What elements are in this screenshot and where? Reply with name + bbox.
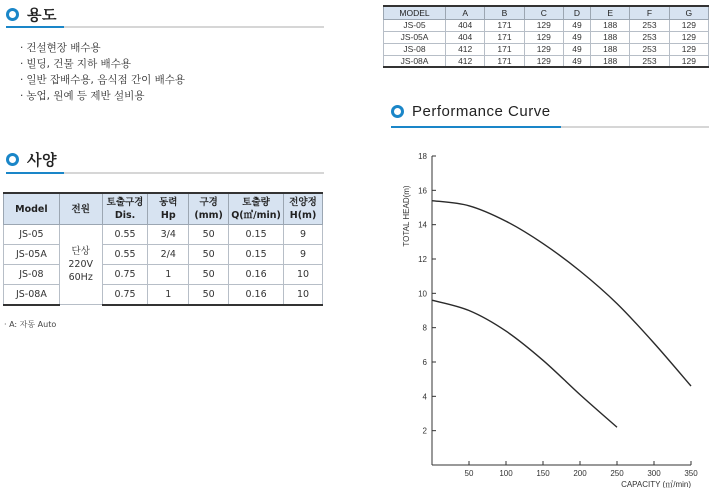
x-tick-label: 100 — [499, 469, 513, 478]
x-tick-label: 250 — [610, 469, 624, 478]
dim-cell: 404 — [446, 19, 485, 31]
spec-hp: 2/4 — [148, 245, 189, 265]
dim-cell: 171 — [485, 19, 524, 31]
spec-header: 토출구경 Dis. — [102, 193, 148, 225]
dim-cell: 412 — [446, 43, 485, 55]
table-row — [384, 31, 709, 43]
table-row — [4, 225, 323, 245]
dim-cell: 171 — [485, 43, 524, 55]
dim-header: C — [524, 6, 563, 19]
dim-cell: 129 — [669, 31, 708, 43]
dim-cell: 171 — [485, 55, 524, 67]
spec-h: 9 — [284, 225, 323, 245]
spec-bore: 50 — [189, 285, 229, 305]
dim-header: MODEL — [384, 6, 446, 19]
y-tick-label: 12 — [418, 255, 427, 264]
usage-heading — [6, 4, 57, 25]
x-tick-label: 200 — [573, 469, 587, 478]
spec-bore: 50 — [189, 225, 229, 245]
spec-header: 동력 Hp — [148, 193, 189, 225]
performance-curve-2 — [432, 300, 617, 427]
bullet-circle-icon — [6, 153, 19, 166]
table-row — [384, 43, 709, 55]
dim-cell: JS-08 — [384, 43, 446, 55]
spec-note: · A: 자동 Auto — [4, 320, 57, 329]
dim-cell: 129 — [669, 43, 708, 55]
bullet-circle-icon — [391, 105, 404, 118]
dim-cell: 129 — [669, 55, 708, 67]
performance-heading — [391, 103, 551, 120]
spec-model: JS-05 — [4, 225, 60, 245]
spec-bore: 50 — [189, 265, 229, 285]
spec-header: 구경 (mm) — [189, 193, 229, 225]
dim-cell: 253 — [630, 55, 669, 67]
dim-cell: 129 — [669, 19, 708, 31]
chart-axes — [432, 156, 691, 465]
x-tick-label: 50 — [464, 469, 474, 478]
y-tick-label: 4 — [422, 392, 427, 402]
dim-cell: 253 — [630, 43, 669, 55]
y-tick-label: 18 — [418, 152, 427, 161]
dim-cell: 49 — [563, 19, 590, 31]
spec-power: 단상 220V 60Hz — [59, 225, 102, 305]
usage-item: · 빌딩, 건물 지하 배수용 — [20, 56, 185, 72]
x-tick-label: 350 — [684, 469, 698, 478]
spec-h: 10 — [284, 285, 323, 305]
y-axis-label: TOTAL HEAD(m) — [402, 185, 411, 247]
table-row — [4, 285, 323, 305]
spec-hp: 3/4 — [148, 225, 189, 245]
dim-cell: 253 — [630, 31, 669, 43]
table-row — [4, 245, 323, 265]
dim-cell: 171 — [485, 31, 524, 43]
dim-header: D — [563, 6, 590, 19]
dim-cell: 129 — [524, 43, 563, 55]
dim-cell: JS-05A — [384, 31, 446, 43]
spec-table — [3, 192, 323, 306]
usage-rule — [6, 26, 324, 28]
performance-chart — [395, 148, 705, 488]
spec-dis: 0.75 — [102, 285, 148, 305]
x-tick-label: 300 — [647, 469, 661, 478]
chart-ticks — [418, 152, 698, 478]
spec-title: 사양 — [27, 151, 57, 169]
performance-curve-1 — [432, 201, 691, 386]
dim-cell: 129 — [524, 19, 563, 31]
spec-h: 10 — [284, 265, 323, 285]
table-row — [4, 265, 323, 285]
spec-header: 전원 — [59, 193, 102, 225]
usage-list — [20, 40, 185, 104]
y-tick-label: 8 — [422, 323, 427, 333]
spec-q: 0.16 — [229, 265, 284, 285]
dim-header: F — [630, 6, 669, 19]
x-tick-label: 150 — [536, 469, 550, 478]
spec-h: 9 — [284, 245, 323, 265]
usage-item: · 농업, 원예 등 제반 설비용 — [20, 88, 185, 104]
dim-cell: 404 — [446, 31, 485, 43]
spec-model: JS-08A — [4, 285, 60, 305]
spec-q: 0.15 — [229, 245, 284, 265]
dim-header: A — [446, 6, 485, 19]
dim-cell: 49 — [563, 55, 590, 67]
spec-header: Model — [4, 193, 60, 225]
chart-lines — [432, 201, 691, 428]
dim-cell: JS-08A — [384, 55, 446, 67]
dim-cell: JS-05 — [384, 19, 446, 31]
dim-cell: 188 — [591, 55, 630, 67]
spec-dis: 0.75 — [102, 265, 148, 285]
dim-cell: 188 — [591, 19, 630, 31]
dim-cell: 188 — [591, 43, 630, 55]
dim-cell: 253 — [630, 19, 669, 31]
dim-cell: 49 — [563, 43, 590, 55]
spec-hp: 1 — [148, 265, 189, 285]
usage-item: · 건설현장 배수용 — [20, 40, 185, 56]
usage-item: · 일반 잡배수용, 음식점 간이 배수용 — [20, 72, 185, 88]
spec-bore: 50 — [189, 245, 229, 265]
dimensions-table — [383, 5, 709, 68]
y-tick-label: 2 — [422, 426, 427, 436]
performance-title: Performance Curve — [412, 103, 551, 120]
dim-header: E — [591, 6, 630, 19]
spec-header: 토출량 Q(㎥/min) — [229, 193, 284, 225]
spec-q: 0.15 — [229, 225, 284, 245]
dim-cell: 412 — [446, 55, 485, 67]
dim-header: B — [485, 6, 524, 19]
spec-header: 전양정 H(m) — [284, 193, 323, 225]
spec-heading — [6, 149, 57, 170]
table-row — [384, 19, 709, 31]
bullet-circle-icon — [6, 8, 19, 21]
spec-dis: 0.55 — [102, 245, 148, 265]
spec-model: JS-05A — [4, 245, 60, 265]
spec-q: 0.16 — [229, 285, 284, 305]
y-tick-label: 10 — [418, 289, 427, 299]
table-row — [384, 55, 709, 67]
x-axis-label: CAPACITY (㎥/min) — [621, 480, 691, 488]
usage-title: 용도 — [27, 6, 57, 24]
dim-header: G — [669, 6, 708, 19]
dim-cell: 188 — [591, 31, 630, 43]
spec-model: JS-08 — [4, 265, 60, 285]
y-tick-label: 14 — [418, 220, 427, 230]
spec-rule — [6, 172, 324, 174]
spec-hp: 1 — [148, 285, 189, 305]
dim-cell: 129 — [524, 31, 563, 43]
dim-cell: 129 — [524, 55, 563, 67]
performance-rule — [391, 126, 709, 128]
spec-dis: 0.55 — [102, 225, 148, 245]
y-tick-label: 6 — [422, 358, 427, 367]
dim-cell: 49 — [563, 31, 590, 43]
y-tick-label: 16 — [418, 186, 427, 196]
